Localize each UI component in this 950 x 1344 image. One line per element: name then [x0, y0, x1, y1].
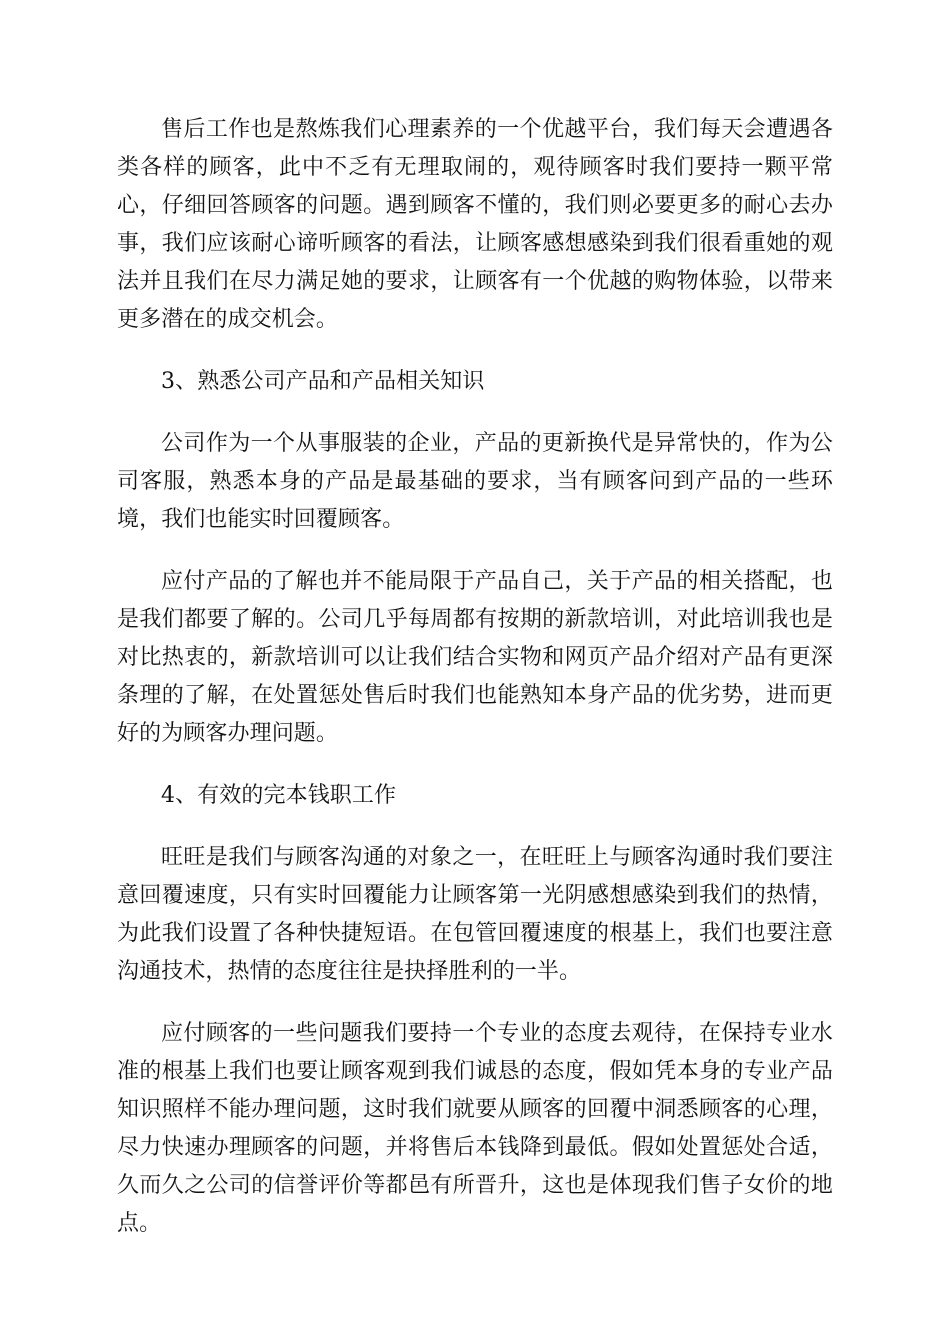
paragraph-product-training: 应付产品的了解也并不能局限于产品自己，关于产品的相关搭配，也是我们都要了解的。公司几乎每周都有按期的新款培训，对此培训我也是对比热衷的，新款培训可以让我们结合实物和网页产品介绍对产品有更深条理的了解，在处置惩处售后时我们也能熟知本身产品的优劣势，进而更好的为顾客办理问题。 [117, 569, 833, 746]
paragraph-after-sales-mindset: 售后工作也是熬炼我们心理素养的一个优越平台，我们每天会遭遇各类各样的顾客，此中不乏有无理取闹的，观待顾客时我们要持一颗平常心，仔细回答顾客的问题。遇到顾客不懂的，我们则必要更多的耐心去办事，我们应该耐心谛听顾客的看法，让顾客感想感染到我们很看重她的观法并且我们在尽力满足她的要求，让顾客有一个优越的购物体验，以带来更多潜在的成交机会。 [117, 117, 833, 332]
paragraph-product-knowledge: 公司作为一个从事服装的企业，产品的更新换代是异常快的，作为公司客服，熟悉本身的产品是最基础的要求，当有顾客问到产品的一些环境，我们也能实时回覆顾客。 [117, 431, 833, 532]
section-heading-4: 4、有效的完本钱职工作 [161, 783, 397, 808]
document-body [117, 111, 833, 1267]
section-heading-3: 3、熟悉公司产品和产品相关知识 [161, 369, 485, 394]
paragraph-professional-attitude: 应付顾客的一些问题我们要持一个专业的态度去观待，在保持专业水准的根基上我们也要让顾客观到我们诚恳的态度，假如凭本身的专业产品知识照样不能办理问题，这时我们就要从顾客的回覆中洞悉顾客的心理，尽力快速办理顾客的问题，并将售后本钱降到最低。假如处置惩处合适，久而久之公司的信誉评价等都邑有所晋升，这也是体现我们售子女价的地点。 [117, 1021, 833, 1236]
paragraph-wangwang-communication: 旺旺是我们与顾客沟通的对象之一，在旺旺上与顾客沟通时我们要注意回覆速度，只有实时回覆能力让顾客第一光阴感想感染到我们的热情，为此我们设置了各种快捷短语。在包管回覆速度的根基上，我们也要注意沟通技术，热情的态度往往是抉择胜利的一半。 [117, 845, 833, 984]
